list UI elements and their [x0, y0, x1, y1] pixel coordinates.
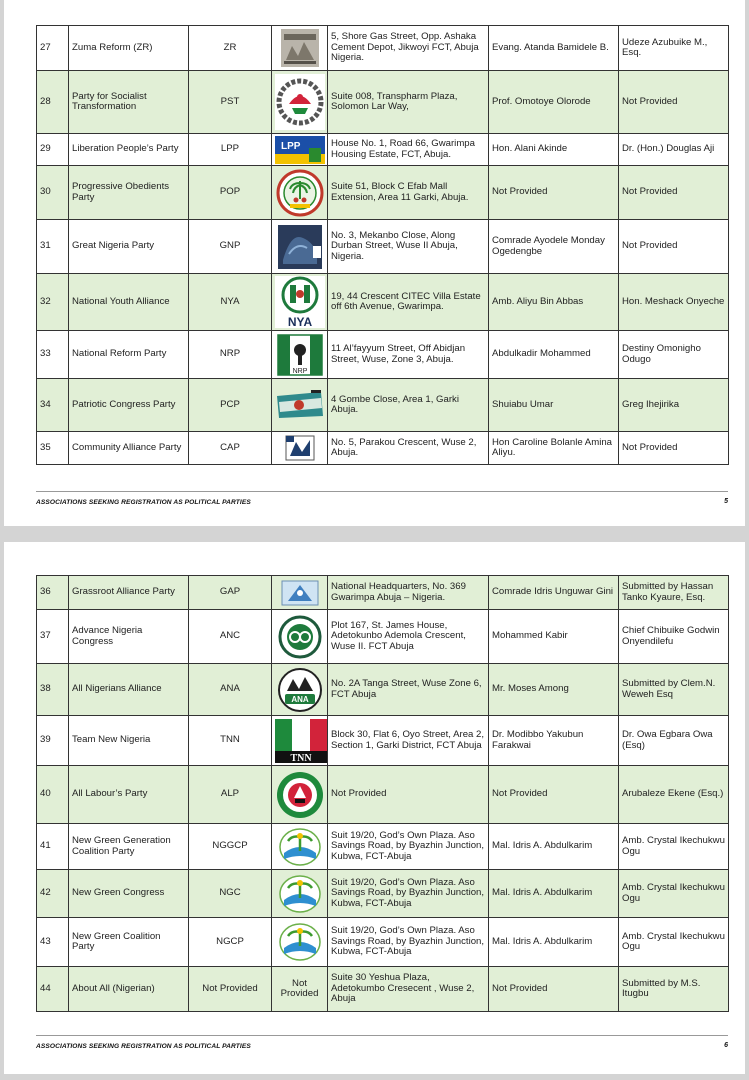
- party-secretary: Submitted by M.S. Itugbu: [619, 967, 729, 1012]
- party-name: Grassroot Alliance Party: [69, 576, 189, 610]
- document-page: [4, 0, 745, 526]
- row-number: 38: [37, 664, 69, 716]
- party-name: Advance Nigeria Congress: [69, 610, 189, 664]
- party-logo: [272, 918, 328, 967]
- lpp-logo-text: LPP: [281, 140, 301, 152]
- ana-logo-icon: [277, 667, 323, 713]
- party-chairman: Mr. Moses Among: [489, 664, 619, 716]
- party-chairman: Comrade Ayodele Monday Ogedengbe: [489, 220, 619, 274]
- row-number: 43: [37, 918, 69, 967]
- party-secretary: Not Provided: [619, 166, 729, 220]
- party-abbreviation: ZR: [189, 26, 272, 71]
- party-secretary: Submitted by Hassan Tanko Kyaure, Esq.: [619, 576, 729, 610]
- address-text: 19, 44 Crescent CITEC Villa Estate off 6th Avenue, Gwarimpa.: [331, 290, 481, 312]
- table-row: [37, 664, 729, 716]
- party-logo: [272, 166, 328, 220]
- party-secretary: Greg Ihejirika: [619, 379, 729, 432]
- table-row: [37, 331, 729, 379]
- party-logo: [272, 766, 328, 824]
- party-secretary: Destiny Omonigho Odugo: [619, 331, 729, 379]
- party-logo: [272, 824, 328, 870]
- lpp-logo-icon: [275, 136, 325, 164]
- row-number: 42: [37, 870, 69, 918]
- footer-title: ASSOCIATIONS SEEKING REGISTRATION AS POLITICAL PARTIES: [36, 1043, 251, 1050]
- party-address: Suit 19/20, God’s Own Plaza. Aso Savings Road, by Byazhin Junction, Kubwa, FCT-Abuja: [328, 824, 489, 870]
- party-abbreviation: NGCP: [189, 918, 272, 967]
- ngc-logo-icon: [278, 874, 322, 914]
- party-logo: [272, 220, 328, 274]
- party-abbreviation: NRP: [189, 331, 272, 379]
- party-name: All Nigerians Alliance: [69, 664, 189, 716]
- table-row: [37, 870, 729, 918]
- table-row: [37, 432, 729, 465]
- party-name: Patriotic Congress Party: [69, 379, 189, 432]
- nya-logo-icon: [275, 276, 325, 328]
- row-number: 32: [37, 274, 69, 331]
- row-number: 27: [37, 26, 69, 71]
- party-chairman: Evang. Atanda Bamidele B.: [489, 26, 619, 71]
- party-address: 5, Shore Gas Street, Opp. Ashaka Cement Depot, Jikwoyi FCT, Abuja Nigeria.: [328, 26, 489, 71]
- party-name: About All (Nigerian): [69, 967, 189, 1012]
- table-row: [37, 967, 729, 1012]
- row-number: 40: [37, 766, 69, 824]
- party-chairman: Abdulkadir Mohammed: [489, 331, 619, 379]
- parties-table: [36, 25, 729, 465]
- party-secretary: Not Provided: [619, 71, 729, 134]
- pop-logo-icon: [276, 169, 324, 217]
- tnn-logo-icon: [275, 719, 327, 763]
- party-address: House No. 1, Road 66, Gwarimpa Housing Estate, FCT, Abuja.: [328, 134, 489, 166]
- row-number: 36: [37, 576, 69, 610]
- party-logo: [272, 432, 328, 465]
- party-logo-placeholder: Not Provided: [272, 967, 328, 1012]
- party-secretary: Not Provided: [619, 220, 729, 274]
- party-chairman: Dr. Modibbo Yakubun Farakwai: [489, 716, 619, 766]
- party-abbreviation: NGGCP: [189, 824, 272, 870]
- party-logo: [272, 610, 328, 664]
- party-name: Zuma Reform (ZR): [69, 26, 189, 71]
- gnp-logo-icon: [277, 224, 323, 270]
- party-secretary: Udeze Azubuike M., Esq.: [619, 26, 729, 71]
- party-address: Not Provided: [328, 766, 489, 824]
- party-name: All Labour’s Party: [69, 766, 189, 824]
- party-chairman: Not Provided: [489, 766, 619, 824]
- party-secretary: Not Provided: [619, 432, 729, 465]
- row-number: 41: [37, 824, 69, 870]
- party-address: No. 3, Mekanbo Close, Along Durban Street, Wuse II Abuja, Nigeria.: [328, 220, 489, 274]
- party-address: Suit 19/20, God’s Own Plaza. Aso Savings Road, by Byazhin Junction, Kubwa, FCT-Abuja: [328, 870, 489, 918]
- table-row: [37, 766, 729, 824]
- party-chairman: Hon. Alani Akinde: [489, 134, 619, 166]
- party-name: Liberation People’s Party: [69, 134, 189, 166]
- gap-logo-icon: [280, 579, 320, 607]
- table-row: [37, 26, 729, 71]
- row-number: 44: [37, 967, 69, 1012]
- party-logo: [272, 716, 328, 766]
- party-abbreviation: POP: [189, 166, 272, 220]
- party-address: No. 5, Parakou Crescent, Wuse 2, Abuja.: [328, 432, 489, 465]
- party-abbreviation: GNP: [189, 220, 272, 274]
- party-abbreviation: PST: [189, 71, 272, 134]
- party-name: Progressive Obedients Party: [69, 166, 189, 220]
- party-secretary: Chief Chibuike Godwin Onyendilefu: [619, 610, 729, 664]
- row-number: 30: [37, 166, 69, 220]
- party-abbreviation: LPP: [189, 134, 272, 166]
- table-row: [37, 918, 729, 967]
- footer-title: ASSOCIATIONS SEEKING REGISTRATION AS POLITICAL PARTIES: [36, 499, 251, 506]
- party-secretary: Arubaleze Ekene (Esq.): [619, 766, 729, 824]
- table-row: [37, 716, 729, 766]
- party-secretary: Dr. (Hon.) Douglas Aji: [619, 134, 729, 166]
- party-abbreviation: TNN: [189, 716, 272, 766]
- table-row: [37, 220, 729, 274]
- party-logo: [272, 379, 328, 432]
- party-address: Block 30, Flat 6, Oyo Street, Area 2, Section 1, Garki District, FCT Abuja: [328, 716, 489, 766]
- party-logo: [272, 26, 328, 71]
- table-row: [37, 166, 729, 220]
- party-logo: [272, 870, 328, 918]
- party-address: No. 2A Tanga Street, Wuse Zone 6, FCT Abuja: [328, 664, 489, 716]
- party-chairman: Mal. Idris A. Abdulkarim: [489, 824, 619, 870]
- party-address: Suite 008, Transpharm Plaza, Solomon Lar Way,: [328, 71, 489, 134]
- party-chairman: Mal. Idris A. Abdulkarim: [489, 918, 619, 967]
- parties-table: [36, 575, 729, 1012]
- row-number: 35: [37, 432, 69, 465]
- party-name: New Green Congress: [69, 870, 189, 918]
- party-secretary: Amb. Crystal Ikechukwu Ogu: [619, 824, 729, 870]
- nrp-logo-text: NRP: [292, 367, 307, 375]
- row-number: 39: [37, 716, 69, 766]
- row-number: 28: [37, 71, 69, 134]
- party-name: National Reform Party: [69, 331, 189, 379]
- party-name: Community Alliance Party: [69, 432, 189, 465]
- table-row: [37, 274, 729, 331]
- nya-logo-text: NYA: [287, 315, 313, 328]
- party-abbreviation: PCP: [189, 379, 272, 432]
- party-name: Party for Socialist Transformation: [69, 71, 189, 134]
- row-number: 29: [37, 134, 69, 166]
- party-logo: [272, 71, 328, 134]
- table-row: [37, 610, 729, 664]
- page-footer: [36, 491, 728, 506]
- party-chairman: Mal. Idris A. Abdulkarim: [489, 870, 619, 918]
- party-address: 11 Al’fayyum Street, Off Abidjan Street, Wuse, Zone 3, Abuja.: [328, 331, 489, 379]
- zr-logo-icon: [280, 28, 320, 68]
- pcp-logo-icon: [275, 390, 325, 420]
- party-chairman: Amb. Aliyu Bin Abbas: [489, 274, 619, 331]
- table-row: [37, 576, 729, 610]
- document-page: [4, 542, 745, 1074]
- party-chairman: Comrade Idris Unguwar Gini: [489, 576, 619, 610]
- anc-logo-icon: [278, 615, 322, 659]
- party-abbreviation: NGC: [189, 870, 272, 918]
- party-logo: [272, 274, 328, 331]
- page-number: 6: [724, 1042, 728, 1049]
- ngcp-logo-icon: [278, 922, 322, 962]
- party-address: Plot 167, St. James House, Adetokunbo Ademola Crescent, Wuse II. FCT Abuja: [328, 610, 489, 664]
- party-chairman: Mohammed Kabir: [489, 610, 619, 664]
- party-name: New Green Coalition Party: [69, 918, 189, 967]
- page-number: 5: [724, 498, 728, 505]
- party-secretary: Hon. Meshack Onyeche: [619, 274, 729, 331]
- party-logo: [272, 134, 328, 166]
- party-secretary: Submitted by Clem.N. Weweh Esq: [619, 664, 729, 716]
- table-row: [37, 824, 729, 870]
- row-number: 37: [37, 610, 69, 664]
- party-logo: [272, 664, 328, 716]
- table-row: [37, 134, 729, 166]
- row-number: 31: [37, 220, 69, 274]
- party-abbreviation: ANA: [189, 664, 272, 716]
- party-address: Suit 19/20, God’s Own Plaza. Aso Savings Road, by Byazhin Junction, Kubwa, FCT-Abuja: [328, 918, 489, 967]
- party-chairman: Not Provided: [489, 166, 619, 220]
- party-secretary: Amb. Crystal Ikechukwu Ogu: [619, 870, 729, 918]
- party-name: Great Nigeria Party: [69, 220, 189, 274]
- nggcp-logo-icon: [278, 827, 322, 867]
- party-address: National Headquarters, No. 369 Gwarimpa Abuja – Nigeria.: [328, 576, 489, 610]
- ana-logo-text: ANA: [290, 694, 309, 704]
- page-footer: [36, 1035, 728, 1050]
- party-chairman: Shuiabu Umar: [489, 379, 619, 432]
- table-row: [37, 379, 729, 432]
- pst-logo-icon: [275, 74, 325, 130]
- alp-logo-icon: [275, 770, 325, 820]
- party-address: Suite 30 Yeshua Plaza, Adetokumbo Cresecent , Wuse 2, Abuja: [328, 967, 489, 1012]
- party-abbreviation: CAP: [189, 432, 272, 465]
- party-secretary: Dr. Owa Egbara Owa (Esq): [619, 716, 729, 766]
- party-logo: [272, 576, 328, 610]
- party-name: National Youth Alliance: [69, 274, 189, 331]
- row-number: 34: [37, 379, 69, 432]
- party-secretary: Amb. Crystal Ikechukwu Ogu: [619, 918, 729, 967]
- party-chairman: Prof. Omotoye Olorode: [489, 71, 619, 134]
- cap-logo-icon: [282, 434, 318, 462]
- party-address: [328, 274, 489, 331]
- party-abbreviation: NYA: [189, 274, 272, 331]
- row-number: 33: [37, 331, 69, 379]
- table-row: [37, 71, 729, 134]
- party-logo: [272, 331, 328, 379]
- party-abbreviation: GAP: [189, 576, 272, 610]
- party-address: Suite 51, Block C Efab Mall Extension, Area 11 Garki, Abuja.: [328, 166, 489, 220]
- party-name: Team New Nigeria: [69, 716, 189, 766]
- party-chairman: Not Provided: [489, 967, 619, 1012]
- party-abbreviation: ANC: [189, 610, 272, 664]
- nrp-logo-icon: [277, 334, 323, 376]
- party-abbreviation: ALP: [189, 766, 272, 824]
- party-abbreviation: Not Provided: [189, 967, 272, 1012]
- tnn-logo-text: TNN: [290, 752, 312, 763]
- party-name: New Green Generation Coalition Party: [69, 824, 189, 870]
- party-chairman: Hon Caroline Bolanle Amina Aliyu.: [489, 432, 619, 465]
- party-address: 4 Gombe Close, Area 1, Garki Abuja.: [328, 379, 489, 432]
